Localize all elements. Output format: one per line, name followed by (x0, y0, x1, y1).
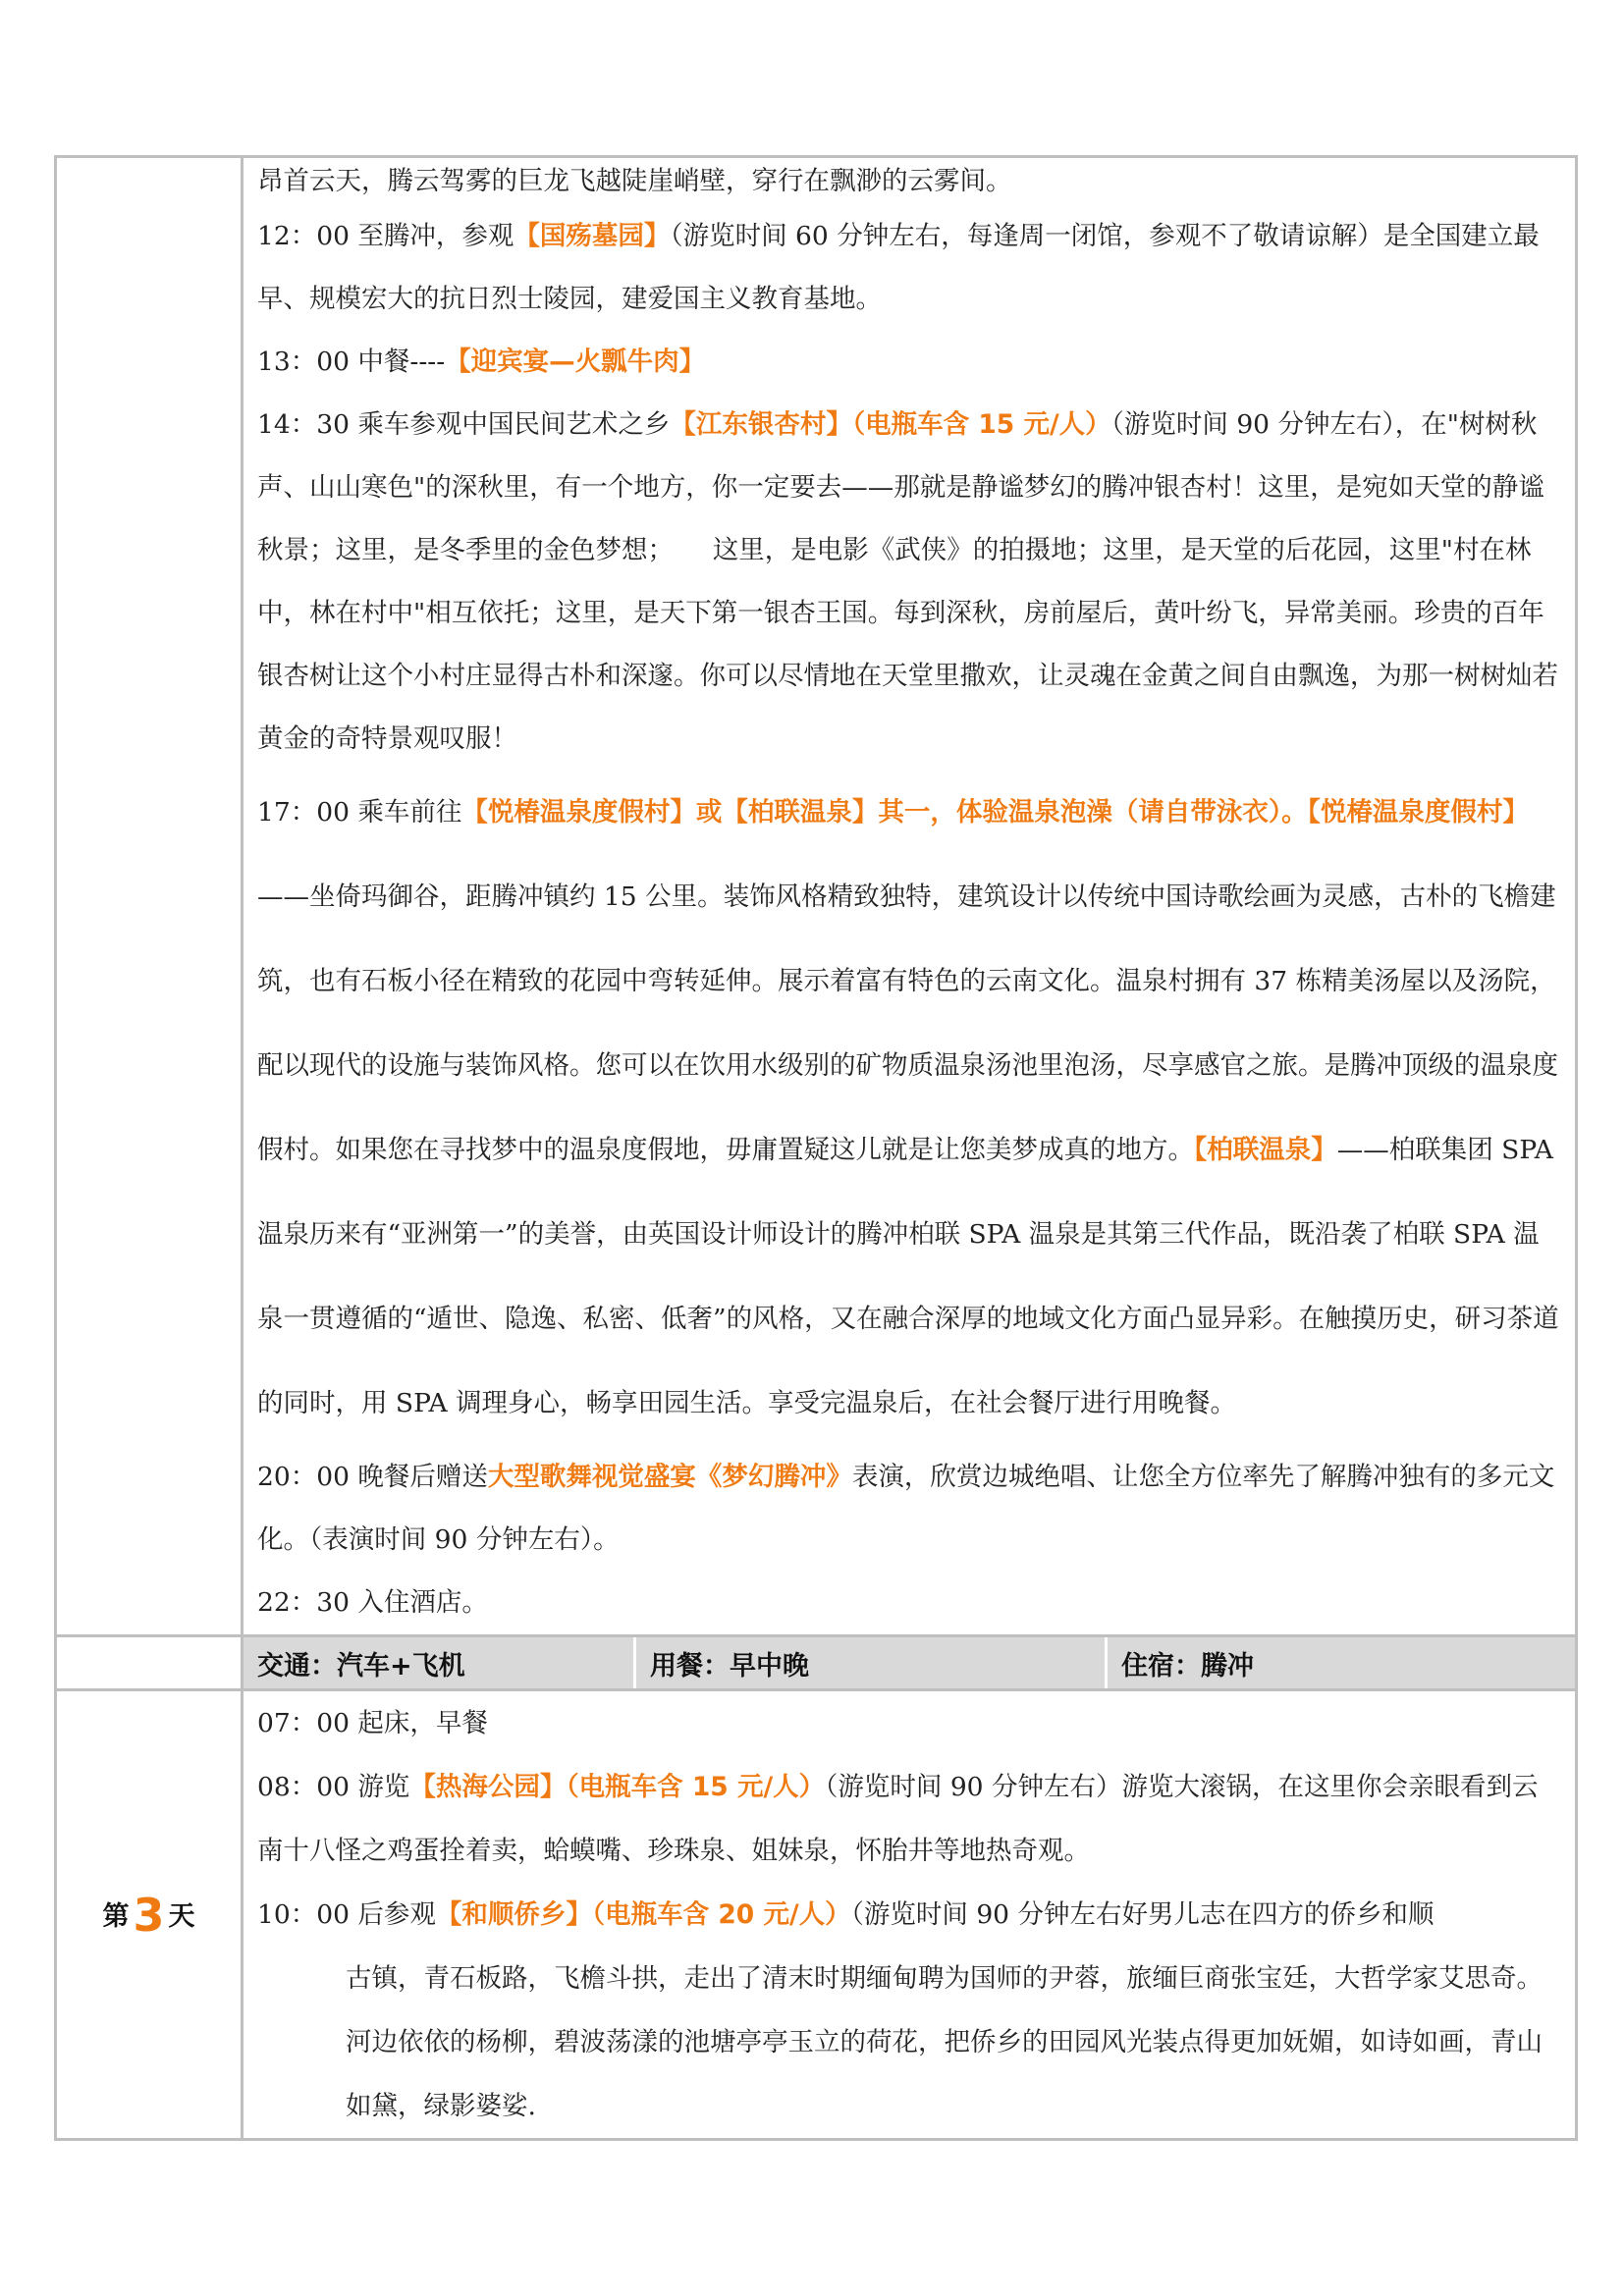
itinerary-table (54, 155, 1578, 2141)
item-1700-highlight: 【悦椿温泉度假村】或【柏联温泉】其一，体验温泉泡澡（请自带泳衣）。【悦椿温泉度假村】 (461, 797, 1529, 828)
day2-footer (244, 1637, 1575, 1688)
day2-content (244, 158, 1575, 1634)
item-1000-continued: 古镇，青石板路，飞檐斗拱，走出了清末时期缅甸聘为国师的尹蓉，旅缅巨商张宝廷，大哲学家艾思奇。河边依依的杨柳，碧波荡漾的池塘亭亭玉立的荷花，把侨乡的田园风光装点得更加妩媚，如诗如画，青山如黛，绿影婆娑. (346, 1963, 1543, 2121)
day3-row (56, 1690, 1577, 2140)
item-1300-time: 13：00 中餐---- (257, 347, 446, 377)
item-2000-text: 表演，欣赏边城绝唱、让您全方位率先了解腾冲独有的多元文化。（表演时间 90 分钟左右）。 (257, 1462, 1555, 1555)
day2-label-cell (56, 157, 243, 1636)
item-1430 (257, 394, 1563, 771)
item-1430-time: 14：30 乘车参观中国民间艺术之乡 (257, 409, 671, 440)
transport-info: 交通：汽车+飞机 (244, 1637, 636, 1688)
day2-content-cell (243, 157, 1577, 1636)
item-1700 (257, 771, 1563, 1446)
item-1430-highlight: 【江东银杏村】（电瓶车含 15 元/人） (670, 409, 1111, 440)
item-1200-time: 12：00 至腾冲，参观 (257, 221, 514, 251)
item-1000-text: （游览时间 90 分钟左右好男儿志在四方的侨乡和顺 (850, 1899, 1435, 1930)
item-0700: 07：00 起床，早餐 (257, 1708, 488, 1738)
day3-label-prefix: 第 (102, 1900, 130, 1932)
item-1000 (257, 1883, 1563, 1947)
item-1430-text: （游览时间 90 分钟左右），在"树树秋声、山山寒色"的深秋里，有一个地方，你一定要去——那就是静谧梦幻的腾冲银杏村！这里，是宛如天堂的静谧秋景；这里，是冬季里的金色梦想； 这里，是电影《武侠》的拍摄地；这里，是天堂的后花园，这里"村在林中，林在村中"相互依托；这里，是天下第一银杏王国。每到深秋，房前屋后，黄叶纷飞，异常美丽。珍贵的百年银杏树让这个小村庄显得古朴和深邃。你可以尽情地在天堂里撒欢，让灵魂在金黄之间自由飘逸，为那一树树灿若黄金的奇特景观叹服！ (257, 409, 1558, 754)
item-1200 (257, 205, 1563, 331)
day3-label-number: 3 (133, 1888, 165, 1942)
item-0800 (257, 1755, 1563, 1883)
day3-label (56, 1690, 243, 2140)
meals-info: 用餐：早中晚 (636, 1637, 1108, 1688)
day3-content (244, 1691, 1575, 2138)
item-1000-time: 10：00 后参观 (257, 1899, 436, 1930)
intro-line: 昂首云天，腾云驾雾的巨龙飞越陡崖峭壁，穿行在飘渺的云雾间。 (257, 166, 1012, 196)
item-1700-text-2: ——柏联集团 SPA 温泉历来有“亚洲第一”的美誉，由英国设计师设计的腾冲柏联 SPA 温泉是其第三代作品，既沿袭了柏联 SPA 温泉一贯遵循的“遁世、隐逸、私密、低奢”的风格，又在融合深厚的地域文化方面凸显异彩。在触摸历史，研习茶道的同时，用 SPA 调理身心，畅享田园生活。享受完温泉后，在社会餐厅进行用晚餐。 (257, 1135, 1559, 1418)
lodging-info: 住宿：腾冲 (1121, 1650, 1254, 1682)
day2-footer-label-cell (56, 1636, 243, 1690)
item-2230: 22：30 入住酒店。 (257, 1587, 488, 1618)
item-0800-time: 08：00 游览 (257, 1772, 410, 1802)
item-1700-time: 17：00 乘车前往 (257, 797, 462, 828)
item-1300-highlight: 【迎宾宴—火瓢牛肉】 (445, 347, 706, 377)
day2-footer-cell (243, 1636, 1577, 1690)
day3-label-suffix: 天 (168, 1900, 195, 1932)
item-1000-highlight: 【和顺侨乡】（电瓶车含 20 元/人） (435, 1899, 851, 1930)
item-1200-text: （游览时间 60 分钟左右，每逢周一闭馆，参观不了敬请谅解）是全国建立最早、规模宏大的抗日烈士陵园，建爱国主义教育基地。 (257, 221, 1540, 314)
item-0800-highlight: 【热海公园】（电瓶车含 15 元/人） (409, 1772, 826, 1802)
item-2000 (257, 1446, 1563, 1572)
item-1300 (257, 331, 1563, 394)
item-0800-text: （游览时间 90 分钟左右）游览大滚锅，在这里你会亲眼看到云南十八怪之鸡蛋拴着卖，蛤蟆嘴、珍珠泉、姐妹泉，怀胎井等地热奇观。 (257, 1772, 1539, 1866)
item-1700-text: ——坐倚玛御谷，距腾冲镇约 15 公里。装饰风格精致独特，建筑设计以传统中国诗歌绘画为灵感，古朴的飞檐建筑，也有石板小径在精致的花园中弯转延伸。展示着富有特色的云南文化。温泉村拥有 37 栋精美汤屋以及汤院，配以现代的设施与装饰风格。您可以在饮用水级别的矿物质温泉汤池里泡汤，尽享感官之旅。是腾冲顶级的温泉度假村。如果您在寻找梦中的温泉度假地，毋庸置疑这儿就是让您美梦成真的地方。 (257, 881, 1558, 1165)
item-1200-highlight: 【国殇墓园】 (514, 221, 671, 251)
item-2000-time: 20：00 晚餐后赠送 (257, 1462, 488, 1492)
day2-row (56, 157, 1577, 1636)
day3-content-cell (243, 1690, 1577, 2140)
itinerary-page (54, 155, 1578, 2141)
item-2000-highlight: 大型歌舞视觉盛宴《梦幻腾冲》 (487, 1462, 852, 1492)
item-1700-highlight-2: 【柏联温泉】 (1194, 1135, 1337, 1165)
day2-footer-row (56, 1636, 1577, 1690)
